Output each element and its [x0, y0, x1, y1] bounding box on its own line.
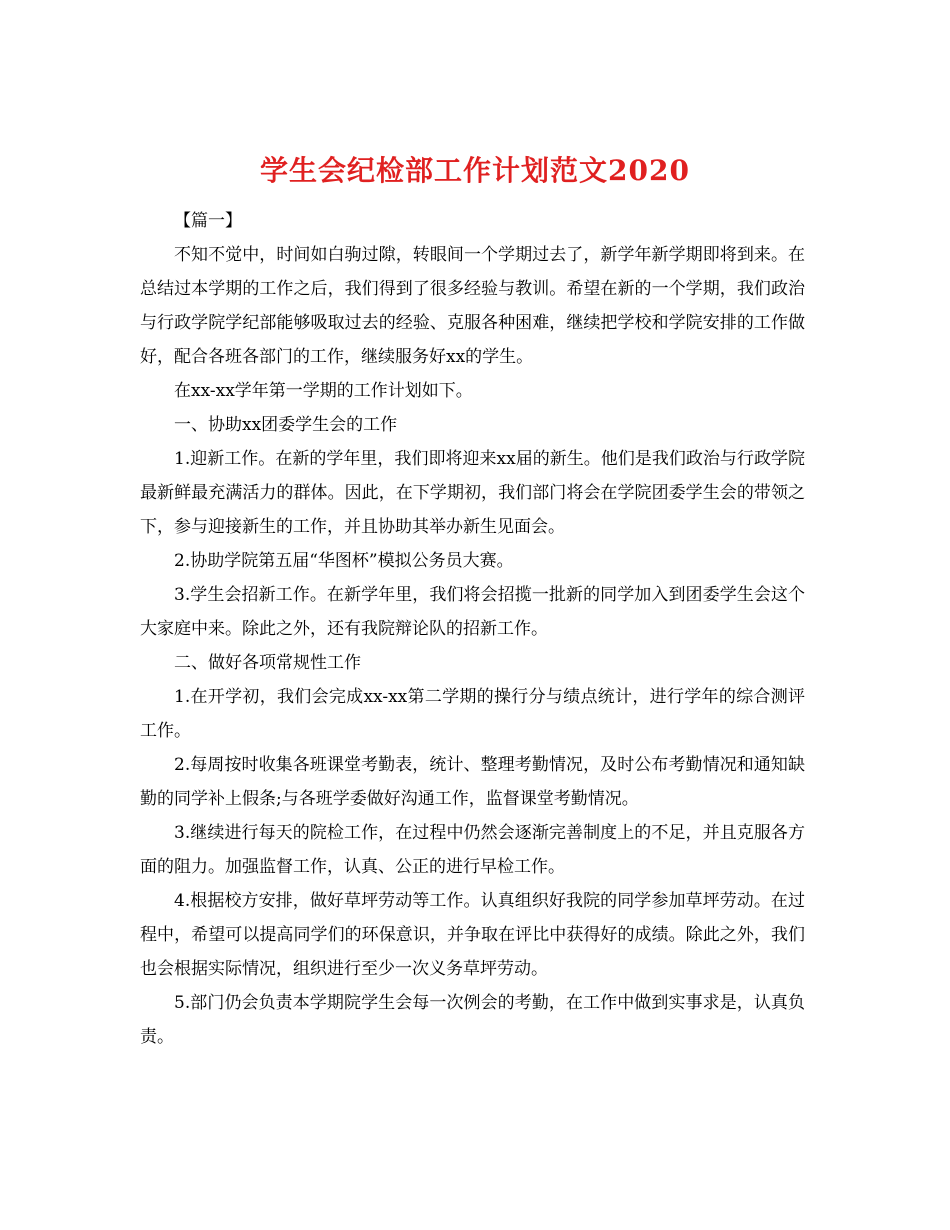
list-item: 1.在开学初，我们会完成xx-xx第二学期的操行分与绩点统计，进行学年的综合测评工作。 — [140, 687, 805, 741]
list-item: 5.部门仍会负责本学期院学生会每一次例会的考勤，在工作中做到实事求是，认真负责。 — [140, 993, 805, 1047]
list-item: 4.根据校方安排，做好草坪劳动等工作。认真组织好我院的同学参加草坪劳动。在过程中，希望可以提高同学们的环保意识，并争取在评比中获得好的成绩。除此之外，我们也会根据实际情况，组织进行至少一次义务草坪劳动。 — [140, 891, 805, 979]
list-item: 3.继续进行每天的院检工作，在过程中仍然会逐渐完善制度上的不足，并且克服各方面的阻力。加强监督工作，认真、公正的进行早检工作。 — [140, 823, 805, 877]
list-item: 2.协助学院第五届“华图杯”模拟公务员大赛。 — [174, 551, 514, 571]
document-body — [140, 204, 805, 1054]
list-item: 2.每周按时收集各班课堂考勤表，统计、整理考勤情况，及时公布考勤情况和通知缺勤的同学补上假条;与各班学委做好沟通工作，监督课堂考勤情况。 — [140, 755, 805, 809]
section-heading-routine: 二、做好各项常规性工作 — [174, 653, 361, 673]
list-item: 3.学生会招新工作。在新学年里，我们将会招揽一批新的同学加入到团委学生会这个大家庭中来。除此之外，还有我院辩论队的招新工作。 — [140, 585, 805, 639]
section-heading-part-one: 【篇一】 — [174, 211, 242, 231]
section-heading-assist: 一、协助xx团委学生会的工作 — [174, 415, 398, 435]
document-title: 学生会纪检部工作计划范文2020 — [260, 153, 690, 187]
list-item: 1.迎新工作。在新的学年里，我们即将迎来xx届的新生。他们是我们政治与行政学院最新鲜最充满活力的群体。因此，在下学期初，我们部门将会在学院团委学生会的带领之下，参与迎接新生的工作，并且协助其举办新生见面会。 — [140, 449, 805, 537]
intro-paragraph: 不知不觉中，时间如白驹过隙，转眼间一个学期过去了，新学年新学期即将到来。在总结过本学期的工作之后，我们得到了很多经验与教训。希望在新的一个学期，我们政治与行政学院学纪部能够吸取过去的经验、克服各种困难，继续把学校和学院安排的工作做好，配合各班各部门的工作，继续服务好xx的学生。 — [140, 245, 805, 367]
plan-lead-paragraph: 在xx-xx学年第一学期的工作计划如下。 — [174, 381, 473, 401]
